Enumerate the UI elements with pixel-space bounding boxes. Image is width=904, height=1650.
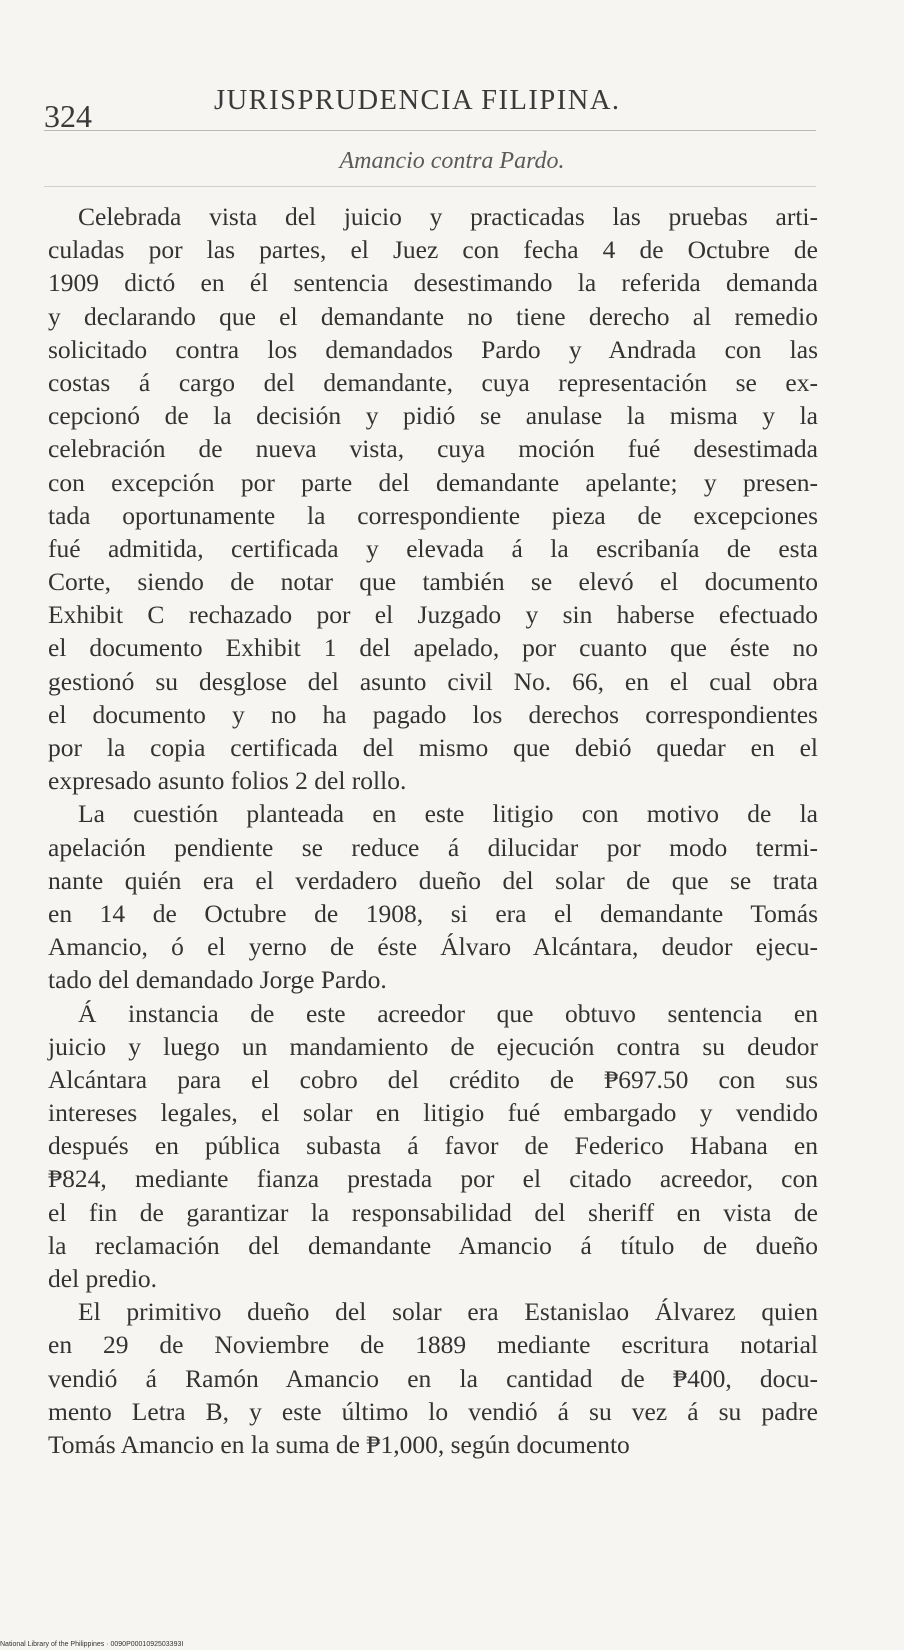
text-line: apelación pendiente se reduce á dilucidar por modo termi- <box>48 832 818 862</box>
text-line: en 29 de Noviembre de 1889 mediante escritura notarial <box>48 1330 818 1360</box>
text-line: por la copia certificada del mismo que debió quedar en el <box>48 733 818 762</box>
text-line: El primitivo dueño del solar era Estanislao Álvarez quien <box>78 1297 818 1327</box>
text-line: vendió á Ramón Amancio en la cantidad de ₱400, docu- <box>48 1363 818 1393</box>
text-line: expresado asunto folios 2 del rollo. <box>48 766 407 796</box>
text-line: Tomás Amancio en la suma de ₱1,000, según documento <box>48 1429 630 1459</box>
text-line: Exhibit C rechazado por el Juzgado y sin haberse efectuado <box>48 600 818 630</box>
text-line: y declarando que el demandante no tiene derecho al remedio <box>48 301 818 331</box>
text-line: gestionó su desglose del asunto civil No. 66, en el cual obra <box>48 666 818 696</box>
text-line: cepcionó de la decisión y pidió se anulase la misma y la <box>48 401 818 431</box>
text-line: del predio. <box>48 1264 158 1293</box>
body-text <box>48 200 818 1461</box>
text-line: ₱824, mediante fianza prestada por el citado acreedor, con <box>48 1164 818 1194</box>
paragraph <box>48 1295 818 1461</box>
text-line: Á instancia de este acreedor que obtuvo sentencia en <box>78 998 818 1028</box>
text-line: culadas por las partes, el Juez con fecha 4 de Octubre de <box>48 235 818 265</box>
case-title-rule <box>44 186 816 187</box>
text-line: fué admitida, certificada y elevada á la escribanía de esta <box>48 533 818 563</box>
text-line: 1909 dictó en él sentencia desestimando la referida demanda <box>48 268 818 298</box>
text-line: la reclamación del demandante Amancio á título de dueño <box>48 1230 818 1260</box>
page-number: 324 <box>44 98 92 134</box>
text-line: La cuestión planteada en este litigio con motivo de la <box>78 799 818 829</box>
text-line: juicio y luego un mandamiento de ejecución contra su deudor <box>48 1031 818 1061</box>
text-line: el documento Exhibit 1 del apelado, por cuanto que éste no <box>48 633 818 663</box>
text-line: nante quién era el verdadero dueño del solar de que se trata <box>48 865 818 895</box>
text-line: Celebrada vista del juicio y practicadas las pruebas arti- <box>78 202 818 231</box>
text-line: Corte, siendo de notar que también se elevó el documento <box>48 567 818 597</box>
text-line: costas á cargo del demandante, cuya representación se ex- <box>48 367 818 397</box>
case-title: Amancio contra Pardo. <box>339 148 565 174</box>
text-line: después en pública subasta á favor de Federico Habana en <box>48 1131 818 1161</box>
header-rule <box>44 130 816 131</box>
text-line: celebración de nueva vista, cuya moción fué desestimada <box>48 434 818 464</box>
text-line: el fin de garantizar la responsabilidad del sheriff en vista de <box>48 1197 818 1227</box>
running-head: JURISPRUDENCIA FILIPINA. <box>214 85 621 116</box>
scan-footer: National Library of the Philippines · 0090P0001092503393I <box>0 1641 184 1648</box>
paragraph <box>48 797 818 996</box>
text-line: tada oportunamente la correspondiente pieza de excepciones <box>48 500 818 530</box>
text-line: tado del demandado Jorge Pardo. <box>48 965 387 995</box>
text-line: intereses legales, el solar en litigio fué embargado y vendido <box>48 1098 818 1128</box>
paragraph <box>48 200 818 797</box>
text-line: el documento y no ha pagado los derechos correspondientes <box>48 699 818 729</box>
text-line: solicitado contra los demandados Pardo y Andrada con las <box>48 334 818 364</box>
paragraph <box>48 997 818 1296</box>
text-line: Amancio, ó el yerno de éste Álvaro Alcántara, deudor ejecu- <box>48 932 818 962</box>
text-line: mento Letra B, y este último lo vendió á su vez á su padre <box>48 1396 818 1426</box>
text-line: en 14 de Octubre de 1908, si era el demandante Tomás <box>48 898 818 928</box>
text-line: Alcántara para el cobro del crédito de ₱697.50 con sus <box>48 1064 818 1094</box>
text-line: con excepción por parte del demandante apelante; y presen- <box>48 467 818 497</box>
